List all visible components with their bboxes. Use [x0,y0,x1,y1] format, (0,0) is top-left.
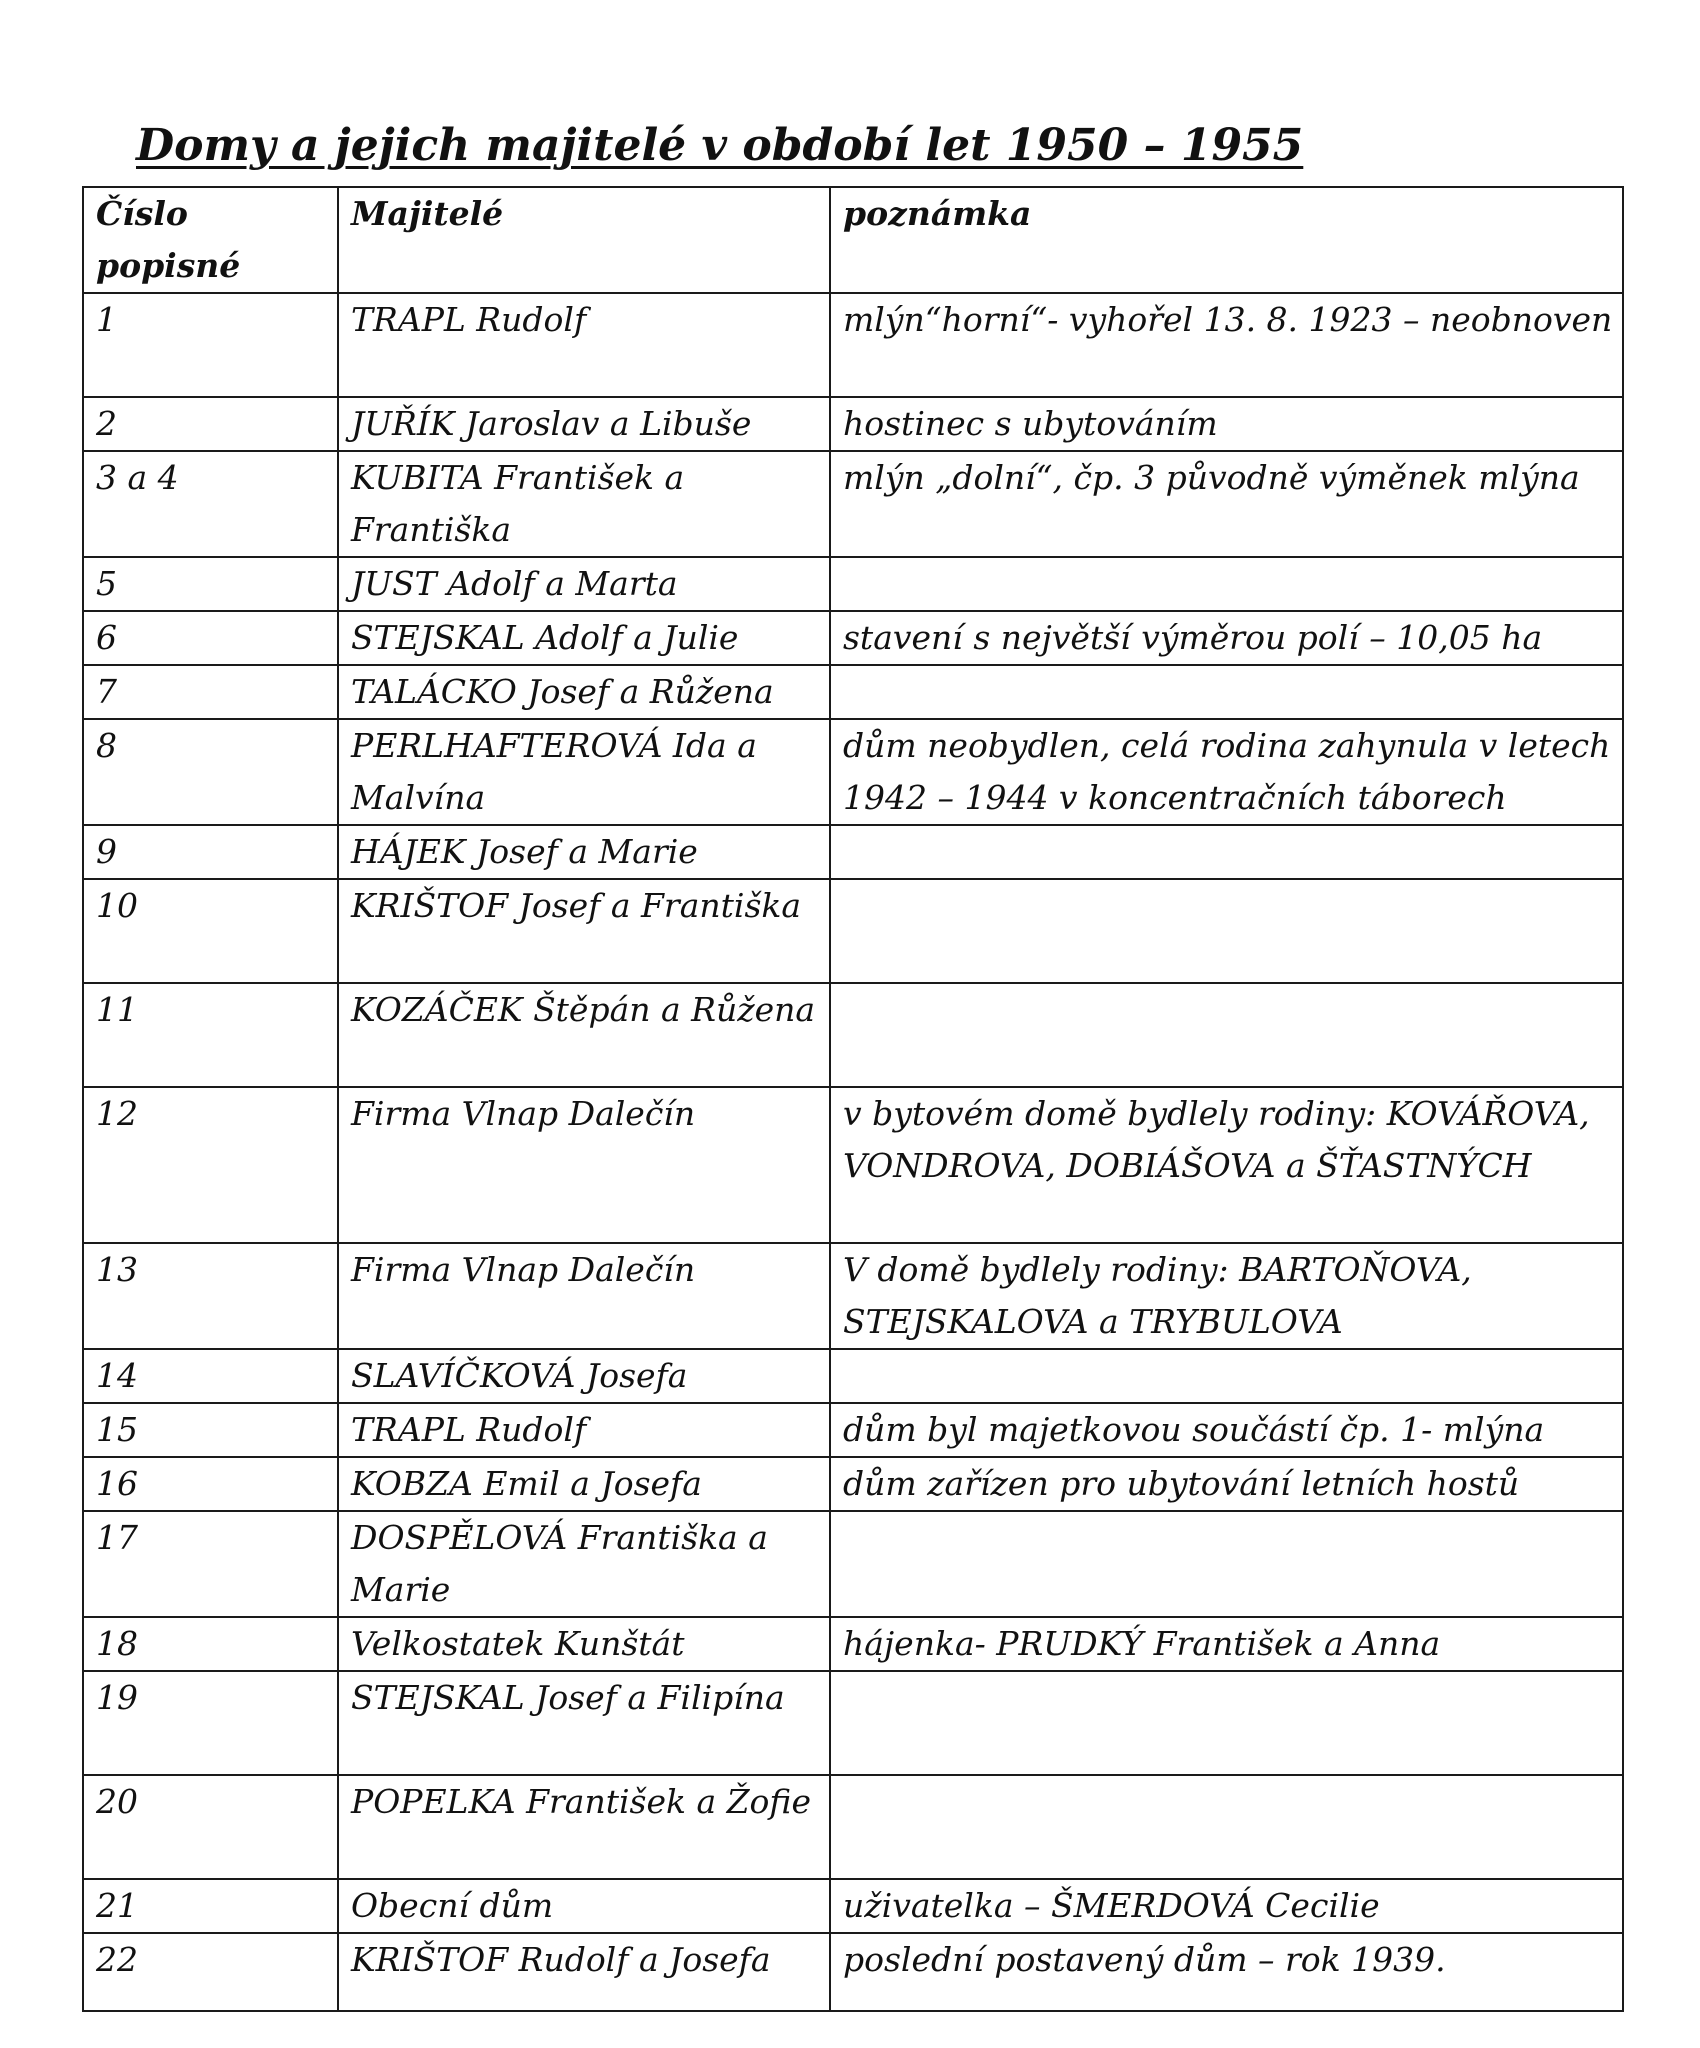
house-owners: Obecní dům [338,1879,830,1933]
house-owners: TALÁCKO Josef a Růžena [338,665,830,719]
table-row [83,1511,1623,1617]
house-note [830,1671,1623,1775]
house-owners: POPELKA František a Žofie [338,1775,830,1879]
house-note: poslední postavený dům – rok 1939. [830,1933,1623,2011]
house-owners: JUST Adolf a Marta [338,557,830,611]
house-note: dům byl majetkovou součástí čp. 1- mlýna [830,1403,1623,1457]
table-row [83,1403,1623,1457]
house-note: hájenka- PRUDKÝ František a Anna [830,1617,1623,1671]
table-row [83,1087,1623,1243]
house-note: mlýn“horní“- vyhořel 13. 8. 1923 – neobnoven [830,293,1623,397]
table-row [83,825,1623,879]
table-row [83,1617,1623,1671]
house-number: 8 [83,719,338,825]
house-number: 21 [83,1879,338,1933]
table-row [83,293,1623,397]
house-number: 2 [83,397,338,451]
house-number: 14 [83,1349,338,1403]
table-row [83,397,1623,451]
house-number: 10 [83,879,338,983]
house-note [830,1775,1623,1879]
house-note: v bytovém domě bydlely rodiny: KOVÁŘOVA, VONDROVA, DOBIÁŠOVA a ŠŤASTNÝCH [830,1087,1623,1243]
house-owners: KOBZA Emil a Josefa [338,1457,830,1511]
house-number: 9 [83,825,338,879]
house-owners: TRAPL Rudolf [338,1403,830,1457]
table-row [83,983,1623,1087]
house-owners: KRIŠTOF Josef a Františka [338,879,830,983]
house-note: dům neobydlen, celá rodina zahynula v letech 1942 – 1944 v koncentračních táborech [830,719,1623,825]
table-row [83,879,1623,983]
house-number: 13 [83,1243,338,1349]
house-owners: PERLHAFTEROVÁ Ida a Malvína [338,719,830,825]
house-note [830,825,1623,879]
house-owners: STEJSKAL Josef a Filipína [338,1671,830,1775]
house-number: 3 a 4 [83,451,338,557]
table-row [83,1933,1623,2011]
table-row [83,557,1623,611]
house-note [830,665,1623,719]
house-number: 15 [83,1403,338,1457]
table-row [83,451,1623,557]
column-header-number: Číslo popisné [83,187,338,293]
house-owners: HÁJEK Josef a Marie [338,825,830,879]
house-number: 20 [83,1775,338,1879]
house-note [830,1349,1623,1403]
house-owners: KOZÁČEK Štěpán a Růžena [338,983,830,1087]
house-note [830,879,1623,983]
table-row [83,1879,1623,1933]
house-owners: Firma Vlnap Dalečín [338,1087,830,1243]
house-number: 1 [83,293,338,397]
house-owners: Firma Vlnap Dalečín [338,1243,830,1349]
house-owners: JUŘÍK Jaroslav a Libuše [338,397,830,451]
house-note [830,1511,1623,1617]
house-note: hostinec s ubytováním [830,397,1623,451]
table-row [83,1775,1623,1879]
house-number: 11 [83,983,338,1087]
house-note [830,557,1623,611]
house-owners: SLAVÍČKOVÁ Josefa [338,1349,830,1403]
house-number: 17 [83,1511,338,1617]
house-number: 18 [83,1617,338,1671]
house-owners: KUBITA František a Františka [338,451,830,557]
house-note: V domě bydlely rodiny: BARTOŇOVA, STEJSKALOVA a TRYBULOVA [830,1243,1623,1349]
house-owners: Velkostatek Kunštát [338,1617,830,1671]
table-header-row [83,187,1623,293]
table-row [83,1349,1623,1403]
house-number: 7 [83,665,338,719]
house-number: 16 [83,1457,338,1511]
table-row [83,611,1623,665]
house-number: 12 [83,1087,338,1243]
table-row [83,719,1623,825]
house-owners: DOSPĚLOVÁ Františka a Marie [338,1511,830,1617]
houses-table [82,186,1624,2012]
house-owners: KRIŠTOF Rudolf a Josefa [338,1933,830,2011]
house-note [830,983,1623,1087]
house-owners: STEJSKAL Adolf a Julie [338,611,830,665]
house-number: 22 [83,1933,338,2011]
house-number: 5 [83,557,338,611]
table-row [83,665,1623,719]
house-note: dům zařízen pro ubytování letních hostů [830,1457,1623,1511]
house-note: uživatelka – ŠMERDOVÁ Cecilie [830,1879,1623,1933]
table-row [83,1457,1623,1511]
house-owners: TRAPL Rudolf [338,293,830,397]
column-header-owners: Majitelé [338,187,830,293]
house-number: 6 [83,611,338,665]
column-header-note: poznámka [830,187,1623,293]
table-row [83,1243,1623,1349]
house-note: stavení s největší výměrou polí – 10,05 ha [830,611,1623,665]
house-number: 19 [83,1671,338,1775]
page-title: Domy a jejich majitelé v období let 1950 – 1955 [136,120,1304,171]
house-note: mlýn „dolní“, čp. 3 původně výměnek mlýna [830,451,1623,557]
table-row [83,1671,1623,1775]
